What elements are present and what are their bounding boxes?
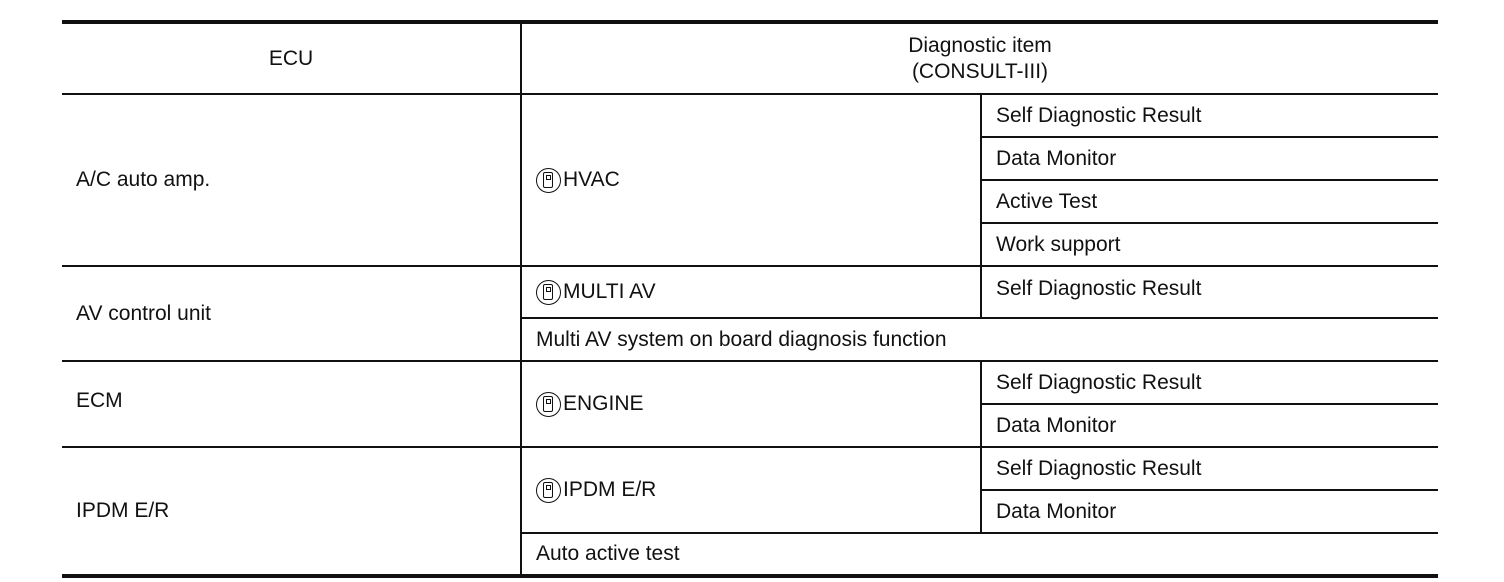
- column-rule: [520, 20, 522, 578]
- column-rule: [980, 361, 982, 532]
- ecu-cell: [76, 448, 516, 574]
- header-diag-line2: (CONSULT-III): [911, 59, 1049, 83]
- item-cell: [996, 491, 1436, 532]
- system-cell: [536, 362, 976, 446]
- item-label: Self Diagnostic Result: [996, 456, 1202, 480]
- ecu-name: IPDM E/R: [76, 499, 170, 522]
- extra-label: Auto active test: [536, 542, 680, 565]
- item-cell: [996, 95, 1436, 136]
- item-cell: [996, 448, 1436, 489]
- item-label: Work support: [996, 232, 1121, 256]
- system-name: MULTI AV: [563, 280, 656, 303]
- system-name: IPDM E/R: [563, 478, 657, 501]
- header-ecu-label: ECU: [268, 46, 314, 70]
- item-cell: [996, 405, 1436, 446]
- item-label: Data Monitor: [996, 146, 1117, 170]
- item-label: Self Diagnostic Result: [996, 103, 1202, 127]
- header-diagnostic-item: [522, 24, 1438, 93]
- item-cell: [996, 224, 1436, 265]
- ecu-cell: [76, 95, 516, 265]
- item-label: Data Monitor: [996, 499, 1117, 523]
- item-label: Data Monitor: [996, 413, 1117, 437]
- item-cell: [996, 138, 1436, 179]
- system-cell: [536, 95, 976, 265]
- item-label: Self Diagnostic Result: [996, 277, 1202, 300]
- consult-unit-icon: [536, 478, 561, 503]
- ecu-cell: [76, 267, 516, 360]
- consult-unit-icon: [536, 168, 561, 193]
- system-cell: [536, 267, 976, 317]
- bottom-rule: [62, 574, 1438, 578]
- extra-cell: [536, 319, 1436, 360]
- item-label: Self Diagnostic Result: [996, 370, 1202, 394]
- item-cell: [996, 362, 1436, 403]
- item-cell: [996, 181, 1436, 222]
- ecu-name: A/C auto amp.: [76, 168, 211, 191]
- system-cell: [536, 448, 976, 532]
- ecu-name: ECM: [76, 389, 123, 412]
- header-diag-line1: Diagnostic item: [908, 33, 1052, 57]
- ecu-cell: [76, 362, 516, 440]
- extra-label: Multi AV system on board diagnosis function: [536, 327, 947, 351]
- consult-unit-icon: [536, 280, 561, 305]
- consult-unit-icon: [536, 392, 561, 417]
- system-name: HVAC: [563, 168, 620, 191]
- item-label: Active Test: [996, 189, 1098, 213]
- extra-cell: [536, 534, 1436, 574]
- ecu-name: AV control unit: [76, 301, 212, 325]
- item-cell: [996, 267, 1436, 311]
- column-rule: [980, 95, 982, 317]
- header-ecu: [62, 24, 520, 93]
- system-name: ENGINE: [563, 392, 644, 415]
- diagnosis-table: [62, 20, 1438, 578]
